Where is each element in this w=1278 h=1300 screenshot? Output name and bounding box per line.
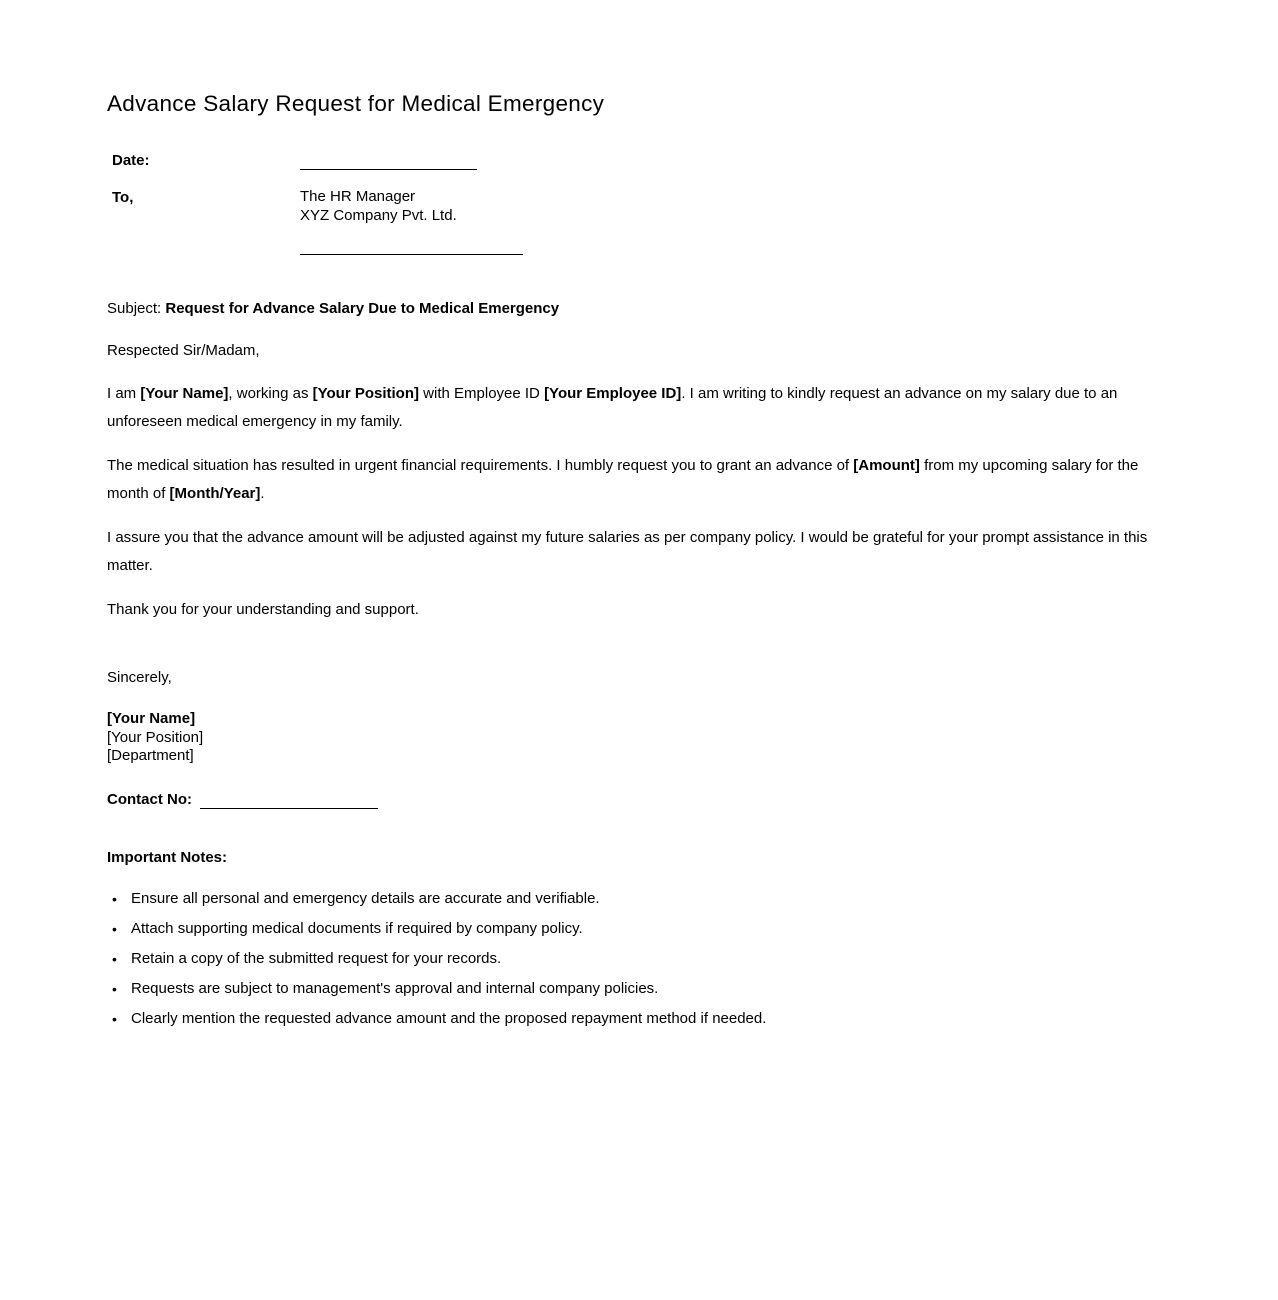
placeholder-your-position: [Your Position] <box>312 385 420 402</box>
paragraph-text: . <box>260 485 265 502</box>
to-label: To, <box>112 189 134 206</box>
paragraph-text: . I am writing to kindly request an advance on my salary due to an unforeseen medical emergency in my family. <box>107 385 1118 430</box>
subject-label: Subject: <box>107 300 166 317</box>
body-paragraph-3: I assure you that the advance amount will be adjusted against my future salaries as per company policy. I would be grateful for your prompt assistance in this matter. <box>107 529 1148 574</box>
paragraph-text: from my upcoming salary for the month of <box>107 457 1139 502</box>
paragraph-text: I am <box>107 385 141 402</box>
notes-list <box>107 884 1178 1034</box>
paragraph-text: , working as <box>228 385 313 402</box>
placeholder-your-name: [Your Name] <box>140 385 229 402</box>
note-item: • Clearly mention the requested advance amount and the proposed repayment method if needed. <box>112 1004 1178 1034</box>
recipient-row <box>107 188 1178 225</box>
placeholder-month-year: [Month/Year] <box>169 485 261 502</box>
contact-label: Contact No: <box>107 790 192 808</box>
contact-row <box>107 790 1178 809</box>
paragraph-text: The medical situation has resulted in urgent financial requirements. I humbly request you to grant an advance of <box>107 457 854 474</box>
closing: Sincerely, <box>107 669 172 686</box>
body-paragraph-2 <box>107 452 1178 508</box>
note-item: • Ensure all personal and emergency details are accurate and verifiable. <box>112 884 1178 914</box>
contact-blank-line <box>200 793 378 809</box>
subject-text: Request for Advance Salary Due to Medical Emergency <box>165 300 560 317</box>
placeholder-amount: [Amount] <box>853 457 920 474</box>
notes-heading: Important Notes: <box>107 848 227 866</box>
placeholder-employee-id: [Your Employee ID] <box>544 385 682 402</box>
recipient-block <box>300 188 457 225</box>
recipient-company: XYZ Company Pvt. Ltd. <box>300 206 457 224</box>
signature-block <box>107 710 1178 766</box>
document-title: Advance Salary Request for Medical Emergency <box>107 91 605 116</box>
date-blank-line <box>300 154 477 170</box>
signature-position: [Your Position] <box>107 728 204 746</box>
body-paragraph-1 <box>107 380 1178 436</box>
greeting: Respected Sir/Madam, <box>107 342 260 359</box>
recipient-name: The HR Manager <box>300 188 416 205</box>
note-item: • Attach supporting medical documents if required by company policy. <box>112 914 1178 944</box>
note-item: • Retain a copy of the submitted request for your records. <box>112 944 1178 974</box>
recipient-blank-line <box>300 239 523 255</box>
paragraph-text: with Employee ID <box>419 385 545 402</box>
signature-name: [Your Name] <box>107 710 196 727</box>
subject-line <box>107 299 1178 318</box>
date-row <box>107 151 1178 170</box>
note-item: • Requests are subject to management's approval and internal company policies. <box>112 974 1178 1004</box>
date-label: Date: <box>112 152 150 169</box>
signature-department: [Department] <box>107 747 194 764</box>
body-paragraph-4: Thank you for your understanding and support. <box>107 601 419 618</box>
